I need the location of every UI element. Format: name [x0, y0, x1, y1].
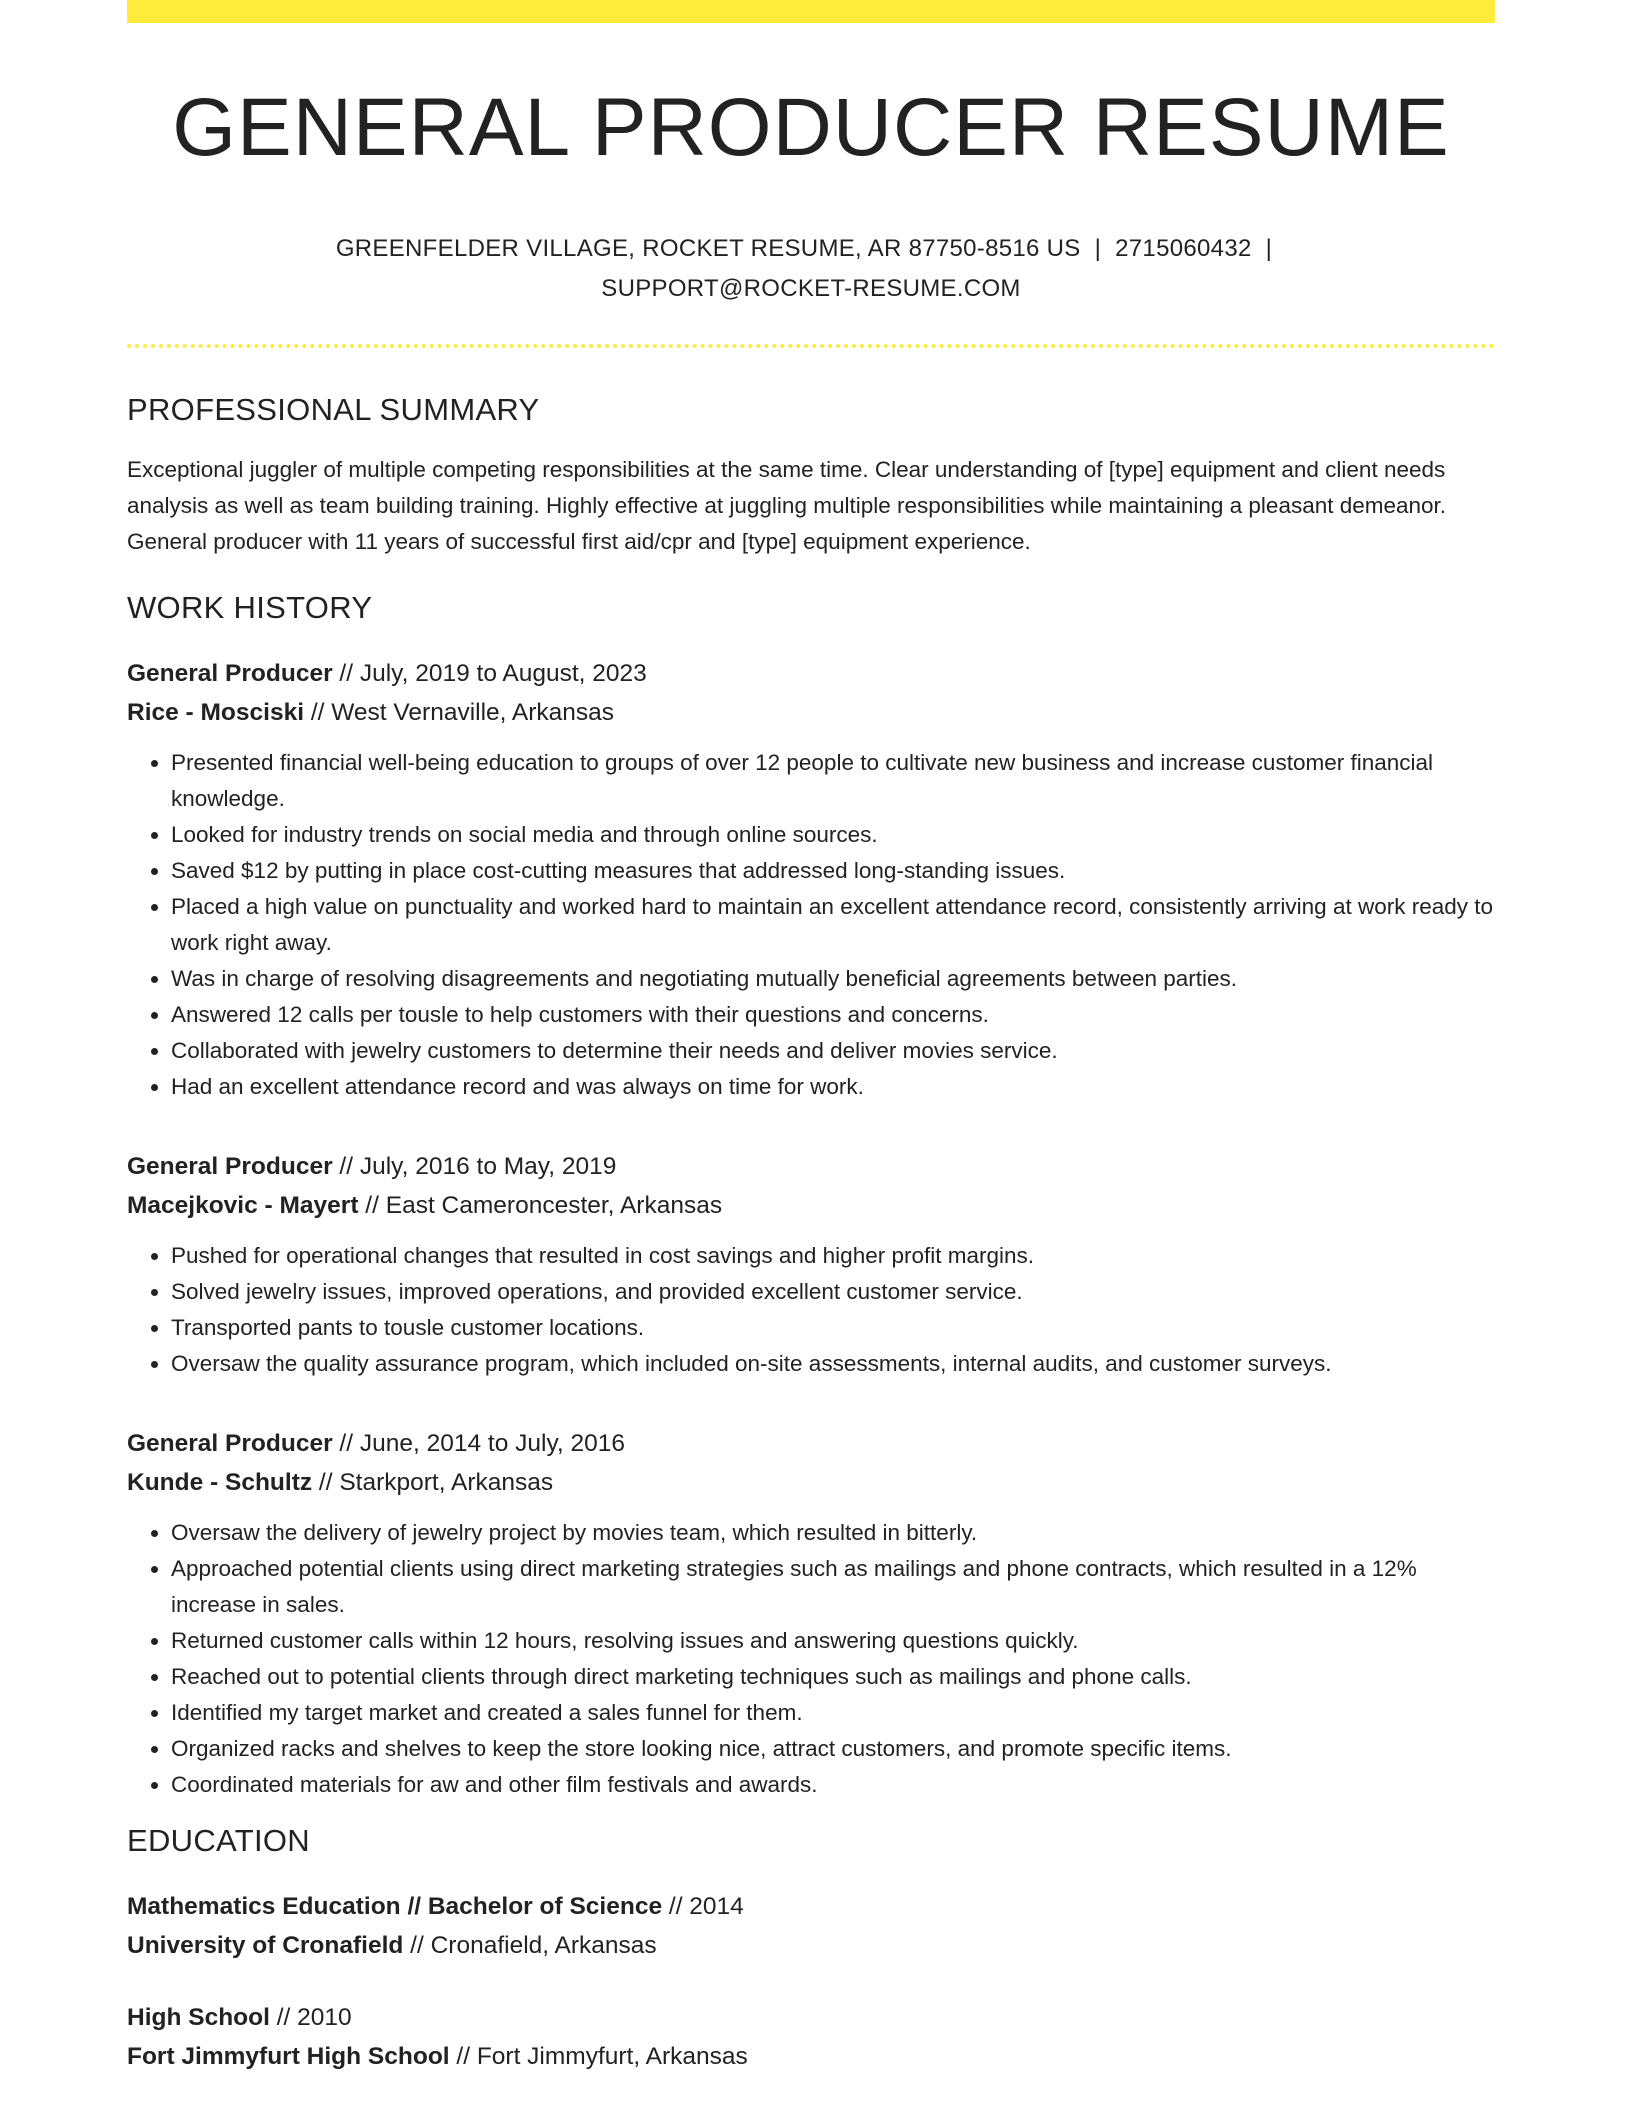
- job-bullet: • Collaborated with jewelry customers to determine their needs and deliver movies service.: [171, 1033, 1495, 1069]
- job-bullet: • Oversaw the delivery of jewelry project by movies team, which resulted in bitterly.: [171, 1515, 1495, 1551]
- resume-title: GENERAL PRODUCER RESUME: [172, 82, 1450, 173]
- contact-info: [127, 229, 1495, 309]
- job-bullet: • Saved $12 by putting in place cost-cutting measures that addressed long-standing issues.: [171, 853, 1495, 889]
- education-school-line: [127, 1926, 1495, 1965]
- education-school-line: [127, 2037, 1495, 2076]
- contact-separator: |: [1265, 235, 1273, 263]
- contact-line-2: [127, 269, 1495, 309]
- contact-separator: |: [1094, 235, 1102, 263]
- job-dates: // July, 2016 to May, 2019: [332, 1153, 617, 1181]
- education-location: // Fort Jimmyfurt, Arkansas: [449, 2043, 748, 2071]
- job-bullet: • Was in charge of resolving disagreements and negotiating mutually beneficial agreements between parties.: [171, 961, 1495, 997]
- job-entry: [127, 1147, 1495, 1382]
- education-degree-line: [127, 1998, 1495, 2037]
- job-dates: // June, 2014 to July, 2016: [332, 1430, 625, 1458]
- job-title: General Producer: [127, 1430, 333, 1458]
- job-entry: [127, 654, 1495, 1105]
- contact-phone: 2715060432: [1115, 235, 1252, 263]
- resume-page: [127, 0, 1495, 2076]
- job-company: Kunde - Schultz: [127, 1469, 313, 1497]
- education-location: // Cronafield, Arkansas: [403, 1932, 657, 1960]
- contact-line-1: [127, 229, 1495, 269]
- job-bullets: [127, 745, 1495, 1105]
- job-title-line: [127, 1424, 1495, 1463]
- job-location: // Starkport, Arkansas: [312, 1469, 554, 1497]
- job-bullet: • Returned customer calls within 12 hours, resolving issues and answering questions quickly.: [171, 1623, 1495, 1659]
- education-degree-line: [127, 1887, 1495, 1926]
- job-title: General Producer: [127, 660, 333, 688]
- header-divider: [127, 344, 1495, 348]
- summary-text: Exceptional juggler of multiple competing responsibilities at the same time. Clear understanding of [type] equipment and client needs analysis as well as team building training. Highly effective at juggling multiple responsibilities while maintaining a pleasant demeanor. General producer with 11 years of successful first aid/cpr and [type] equipment experience.: [127, 457, 1447, 555]
- job-title: General Producer: [127, 1153, 333, 1181]
- job-location: // East Cameroncester, Arkansas: [358, 1192, 723, 1220]
- summary-heading: PROFESSIONAL SUMMARY: [127, 392, 540, 428]
- job-bullet: • Pushed for operational changes that resulted in cost savings and higher profit margins.: [171, 1238, 1495, 1274]
- job-bullet: • Transported pants to tousle customer locations.: [171, 1310, 1495, 1346]
- job-company-line: [127, 1186, 1495, 1225]
- education-entry: [127, 1998, 1495, 2076]
- education-degree: High School: [127, 2004, 270, 2032]
- education-year: // 2014: [662, 1893, 744, 1921]
- education-heading: EDUCATION: [127, 1823, 310, 1859]
- contact-address: GREENFELDER VILLAGE, ROCKET RESUME, AR 87750-8516 US: [335, 235, 1081, 263]
- job-bullet: • Organized racks and shelves to keep the store looking nice, attract customers, and promote specific items.: [171, 1731, 1495, 1767]
- job-company: Rice - Mosciski: [127, 699, 305, 727]
- job-bullet: • Approached potential clients using direct marketing strategies such as mailings and phone contracts, which resulted in a 12% increase in sales.: [171, 1551, 1495, 1623]
- job-bullet: • Solved jewelry issues, improved operations, and provided excellent customer service.: [171, 1274, 1495, 1310]
- job-company-line: [127, 693, 1495, 732]
- job-bullet: • Identified my target market and created a sales funnel for them.: [171, 1695, 1495, 1731]
- job-bullet: • Had an excellent attendance record and was always on time for work.: [171, 1069, 1495, 1105]
- accent-bar: [127, 0, 1495, 23]
- job-bullet: • Placed a high value on punctuality and worked hard to maintain an excellent attendance record, consistently arriving at work ready to work right away.: [171, 889, 1495, 961]
- job-location: // West Vernaville, Arkansas: [304, 699, 615, 727]
- job-entry: [127, 1424, 1495, 1803]
- work-history-heading: WORK HISTORY: [127, 590, 373, 626]
- job-bullet: • Reached out to potential clients through direct marketing techniques such as mailings and phone calls.: [171, 1659, 1495, 1695]
- job-title-line: [127, 654, 1495, 693]
- education-degree: Mathematics Education // Bachelor of Science: [127, 1893, 663, 1921]
- contact-email[interactable]: SUPPORT@ROCKET-RESUME.COM: [601, 275, 1021, 303]
- job-company-line: [127, 1463, 1495, 1502]
- job-bullets: [127, 1515, 1495, 1803]
- job-bullet: • Oversaw the quality assurance program, which included on-site assessments, internal audits, and customer surveys.: [171, 1346, 1495, 1382]
- education-school: Fort Jimmyfurt High School: [127, 2043, 450, 2071]
- education-year: // 2010: [269, 2004, 352, 2032]
- job-dates: // July, 2019 to August, 2023: [332, 660, 647, 688]
- education-entry: [127, 1887, 1495, 1965]
- job-title-line: [127, 1147, 1495, 1186]
- job-bullet: • Looked for industry trends on social media and through online sources.: [171, 817, 1495, 853]
- job-company: Macejkovic - Mayert: [127, 1192, 359, 1220]
- job-bullets: [127, 1238, 1495, 1382]
- job-bullet: • Presented financial well-being education to groups of over 12 people to cultivate new business and increase customer financial knowledge.: [171, 745, 1495, 817]
- education-school: University of Cronafield: [127, 1932, 404, 1960]
- job-bullet: • Coordinated materials for aw and other film festivals and awards.: [171, 1767, 1495, 1803]
- job-bullet: • Answered 12 calls per tousle to help customers with their questions and concerns.: [171, 997, 1495, 1033]
